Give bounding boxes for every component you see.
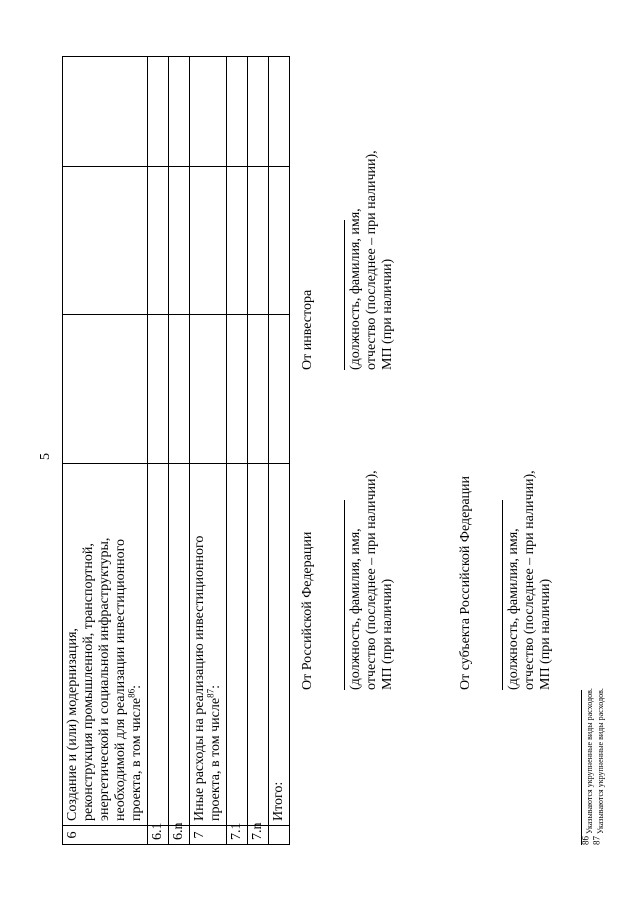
footnote-ref: 87: [205, 688, 216, 698]
row-number: 6: [63, 826, 148, 845]
signature-subject-caption: (должность, фамилия, имя, отчество (последнее – при наличии), МП (при наличии): [506, 470, 553, 690]
table-cell: [269, 57, 290, 167]
row-number: 6.n: [169, 826, 190, 845]
table-row: [148, 57, 169, 845]
table-cell: [148, 464, 169, 826]
table-cell: [190, 315, 227, 464]
signature-rf-title: От Российской Федерации: [300, 531, 315, 690]
table-row: [248, 57, 269, 845]
table-cell: [169, 315, 190, 464]
table-cell: [227, 315, 248, 464]
table-row: [227, 57, 248, 845]
desc-line: Создание и (или) модернизация,: [65, 628, 80, 821]
desc-line: проекта, в том числе$^{87}$:: [205, 685, 223, 821]
page-number: 5: [38, 453, 53, 460]
row-description: [190, 464, 227, 826]
table-cell: [148, 167, 169, 315]
row-number: 7.n: [248, 826, 269, 845]
table-cell: [248, 315, 269, 464]
table-cell: [169, 464, 190, 826]
table-cell: [248, 167, 269, 315]
table-row: [269, 57, 290, 845]
row-number: [269, 826, 290, 845]
table-row: [169, 57, 190, 845]
table-cell: [269, 315, 290, 464]
desc-line: проекта, в том числе$^{86}$:: [126, 685, 144, 821]
table-cell: [227, 167, 248, 315]
table-cell: [148, 57, 169, 167]
signature-investor-title: От инвестора: [300, 289, 315, 370]
desc-line: реконструкция промышленной, транспортной,: [81, 543, 96, 821]
table-cell: [63, 57, 148, 167]
table-cell: [169, 167, 190, 315]
desc-line: необходимой для реализации инвестиционного: [113, 538, 128, 821]
desc-line: Иные расходы на реализацию инвестиционного: [192, 535, 207, 821]
expenses-table: [62, 56, 290, 845]
row-number: 7: [190, 826, 227, 845]
row-number: 6.1: [148, 826, 169, 845]
desc-line: энергетической и социальной инфраструктуры,: [97, 537, 112, 821]
table-cell: [269, 167, 290, 315]
table-cell: [169, 57, 190, 167]
table-cell: [248, 464, 269, 826]
signature-investor-line: [344, 220, 345, 370]
footnote: $^{86}$ Указываются укрупненные виды расходов.: [580, 688, 594, 845]
signature-rf-line: [344, 500, 345, 690]
signature-subject-title: От субъекта Российской Федерации: [458, 475, 473, 690]
table-cell: [190, 57, 227, 167]
table-cell: [148, 315, 169, 464]
row-number: 7.1: [227, 826, 248, 845]
footnote: $^{87}$ Указываются укрупненные виды расходов.: [591, 688, 605, 845]
total-label: Итого:: [269, 464, 290, 826]
footnote-ref: 86: [126, 688, 137, 698]
table-cell: [227, 464, 248, 826]
table-cell: [248, 57, 269, 167]
table-cell: [63, 167, 148, 315]
table-row: [190, 57, 227, 845]
table-row: [63, 57, 148, 845]
table-cell: [190, 167, 227, 315]
signature-rf-caption: (должность, фамилия, имя, отчество (последнее – при наличии), МП (при наличии): [348, 470, 395, 690]
signature-subject-line: [502, 500, 503, 690]
table-cell: [227, 57, 248, 167]
footnote-separator: [581, 690, 582, 845]
signature-investor-caption: (должность, фамилия, имя, отчество (последнее – при наличии), МП (при наличии): [348, 150, 395, 370]
row-description: [63, 464, 148, 826]
table-cell: [63, 315, 148, 464]
